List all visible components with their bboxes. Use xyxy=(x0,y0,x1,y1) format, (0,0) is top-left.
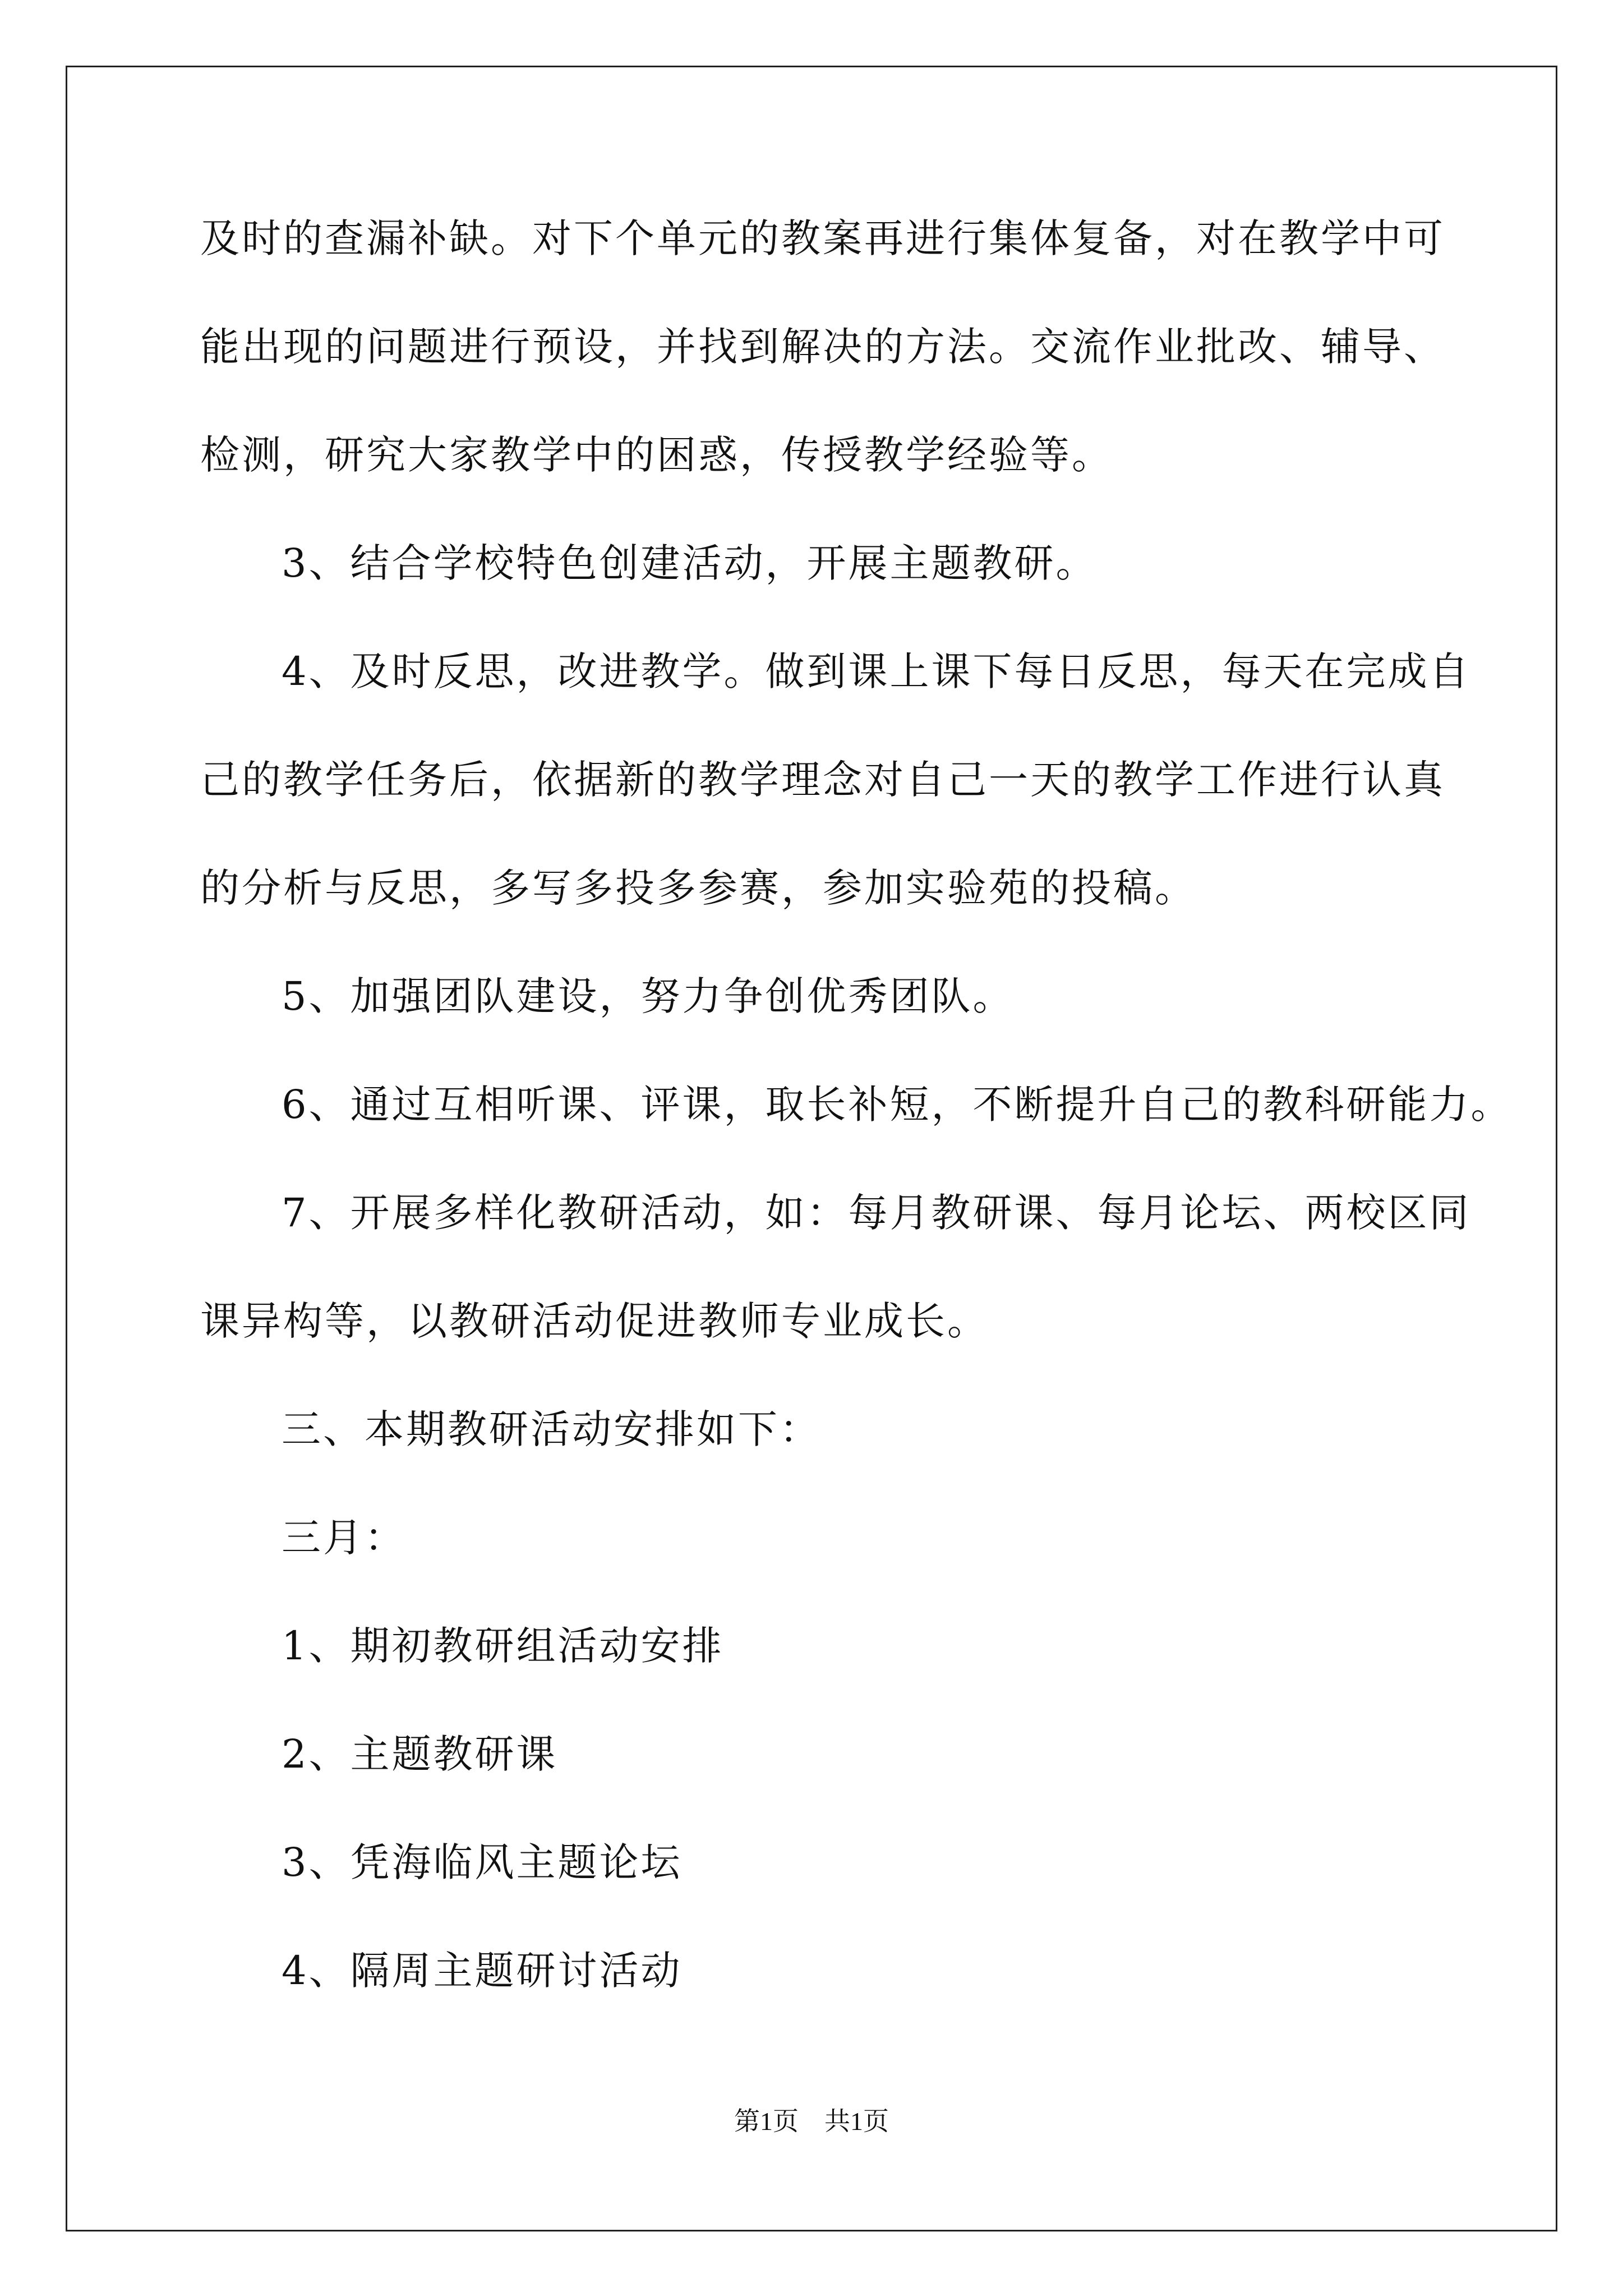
list-item: 7、开展多样化教研活动，如：每月教研课、每月论坛、两校区同 xyxy=(282,1190,1471,1236)
paragraph-line: 课异构等，以教研活动促进教师专业成长。 xyxy=(200,1298,989,1344)
paragraph-line: 能出现的问题进行预设，并找到解决的方法。交流作业批改、辅导、 xyxy=(200,324,1445,370)
list-item: 6、通过互相听课、评课，取长补短，不断提升自己的教科研能力。 xyxy=(282,1082,1513,1128)
page-border xyxy=(66,66,1557,2231)
list-item: 1、期初教研组活动安排 xyxy=(282,1623,724,1669)
list-item: 4、及时反思，改进教学。做到课上课下每日反思，每天在完成自 xyxy=(282,648,1471,694)
paragraph-line: 己的教学任务后，依据新的教学理念对自己一天的教学工作进行认真 xyxy=(200,757,1445,803)
paragraph-line: 的分析与反思，多写多投多参赛，参加实验苑的投稿。 xyxy=(200,865,1196,911)
list-item: 5、加强团队建设，努力争创优秀团队。 xyxy=(282,973,1015,1019)
list-item: 2、主题教研课 xyxy=(282,1731,558,1777)
section-heading: 三、本期教研活动安排如下： xyxy=(282,1406,821,1452)
paragraph-line: 检测，研究大家教学中的困惑，传授教学经验等。 xyxy=(200,432,1113,478)
month-heading: 三月： xyxy=(282,1515,406,1561)
list-item: 3、凭海临风主题论坛 xyxy=(282,1839,683,1885)
list-item: 4、隔周主题研讨活动 xyxy=(282,1948,683,1994)
list-item: 3、结合学校特色创建活动，开展主题教研。 xyxy=(282,540,1098,586)
page-number: 第1页 共1页 xyxy=(734,2107,889,2136)
paragraph-line: 及时的查漏补缺。对下个单元的教案再进行集体复备，对在教学中可 xyxy=(200,215,1445,261)
